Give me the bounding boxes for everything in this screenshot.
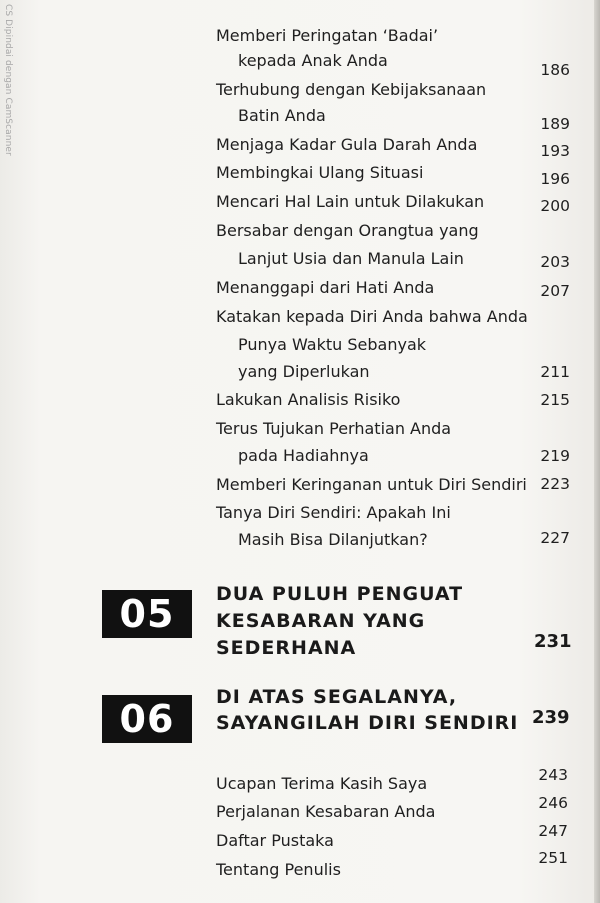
toc-entry-3-page: 193 — [540, 142, 570, 160]
back-matter-item-bibliography: Daftar Pustaka — [216, 831, 334, 850]
toc-entry-3-line-1: Menjaga Kadar Gula Darah Anda — [216, 135, 478, 154]
chapter-06-title-line-1: DI ATAS SEGALANYA, — [216, 686, 458, 708]
chapter-05-title-line-2: KESABARAN YANG — [216, 610, 426, 632]
back-matter-item-patience-journey: Perjalanan Kesabaran Anda — [216, 802, 436, 821]
toc-entry-1-page: 186 — [540, 61, 570, 79]
page-edge-shadow — [594, 0, 600, 903]
toc-entry-2-page: 189 — [540, 115, 570, 133]
toc-entry-4-line-1: Membingkai Ulang Situasi — [216, 163, 424, 182]
back-matter-item-acknowledgements: Ucapan Terima Kasih Saya — [216, 774, 428, 793]
chapter-06-title-line-2: SAYANGILAH DIRI SENDIRI — [216, 712, 519, 734]
toc-entry-8-line-1: Katakan kepada Diri Anda bahwa Anda — [216, 307, 528, 326]
toc-entry-11-line-1: Memberi Keringanan untuk Diri Sendiri — [216, 475, 527, 494]
back-matter-page-acknowledgements: 243 — [538, 766, 568, 784]
toc-entry-1-line-2: kepada Anak Anda — [238, 51, 388, 70]
chapter-05-title-line-1: DUA PULUH PENGUAT — [216, 583, 464, 605]
toc-entry-12-line-1: Tanya Diri Sendiri: Apakah Ini — [216, 503, 451, 522]
back-matter-page-about-author: 251 — [538, 849, 568, 867]
toc-entry-8-line-3: yang Diperlukan — [238, 362, 370, 381]
toc-entry-5-page: 200 — [540, 197, 570, 215]
chapter-06-page: 239 — [532, 707, 570, 728]
toc-entry-5-line-1: Mencari Hal Lain untuk Dilakukan — [216, 192, 485, 211]
toc-entry-4-page: 196 — [540, 170, 570, 188]
toc-entry-1-line-1: Memberi Peringatan ‘Badai’ — [216, 26, 439, 45]
toc-entry-7-page: 207 — [540, 282, 570, 300]
toc-entry-12-line-2: Masih Bisa Dilanjutkan? — [238, 530, 428, 549]
toc-entry-12-page: 227 — [540, 529, 570, 547]
toc-entry-8-line-2: Punya Waktu Sebanyak — [238, 335, 427, 354]
back-matter-page-patience-journey: 246 — [538, 794, 568, 812]
toc-entry-10-line-1: Terus Tujukan Perhatian Anda — [216, 419, 452, 438]
toc-entry-10-page: 219 — [540, 447, 570, 465]
toc-entry-6-line-2: Lanjut Usia dan Manula Lain — [238, 249, 464, 268]
toc-entry-6-page: 203 — [540, 253, 570, 271]
chapter-05-title-line-3: SEDERHANA — [216, 637, 357, 659]
toc-entry-6-line-1: Bersabar dengan Orangtua yang — [216, 221, 479, 240]
back-matter-page-bibliography: 247 — [538, 822, 568, 840]
toc-entry-9-page: 215 — [540, 391, 570, 409]
toc-entry-9-line-1: Lakukan Analisis Risiko — [216, 390, 401, 409]
toc-entry-2-line-1: Terhubung dengan Kebijaksanaan — [216, 80, 487, 99]
chapter-05-page: 231 — [534, 631, 572, 652]
chapter-06-number-badge: 06 — [102, 695, 192, 743]
toc-entry-7-line-1: Menanggapi dari Hati Anda — [216, 278, 435, 297]
toc-entry-8-page: 211 — [540, 363, 570, 381]
chapter-05-number-badge: 05 — [102, 590, 192, 638]
toc-entry-11-page: 223 — [540, 475, 570, 493]
scanner-watermark — [1, 4, 13, 154]
back-matter-item-about-author: Tentang Penulis — [216, 860, 341, 879]
toc-entry-2-line-2: Batin Anda — [238, 106, 326, 125]
scanner-watermark-text: CS Dipindai dengan CamScanner — [3, 4, 13, 156]
toc-entry-10-line-2: pada Hadiahnya — [238, 446, 369, 465]
